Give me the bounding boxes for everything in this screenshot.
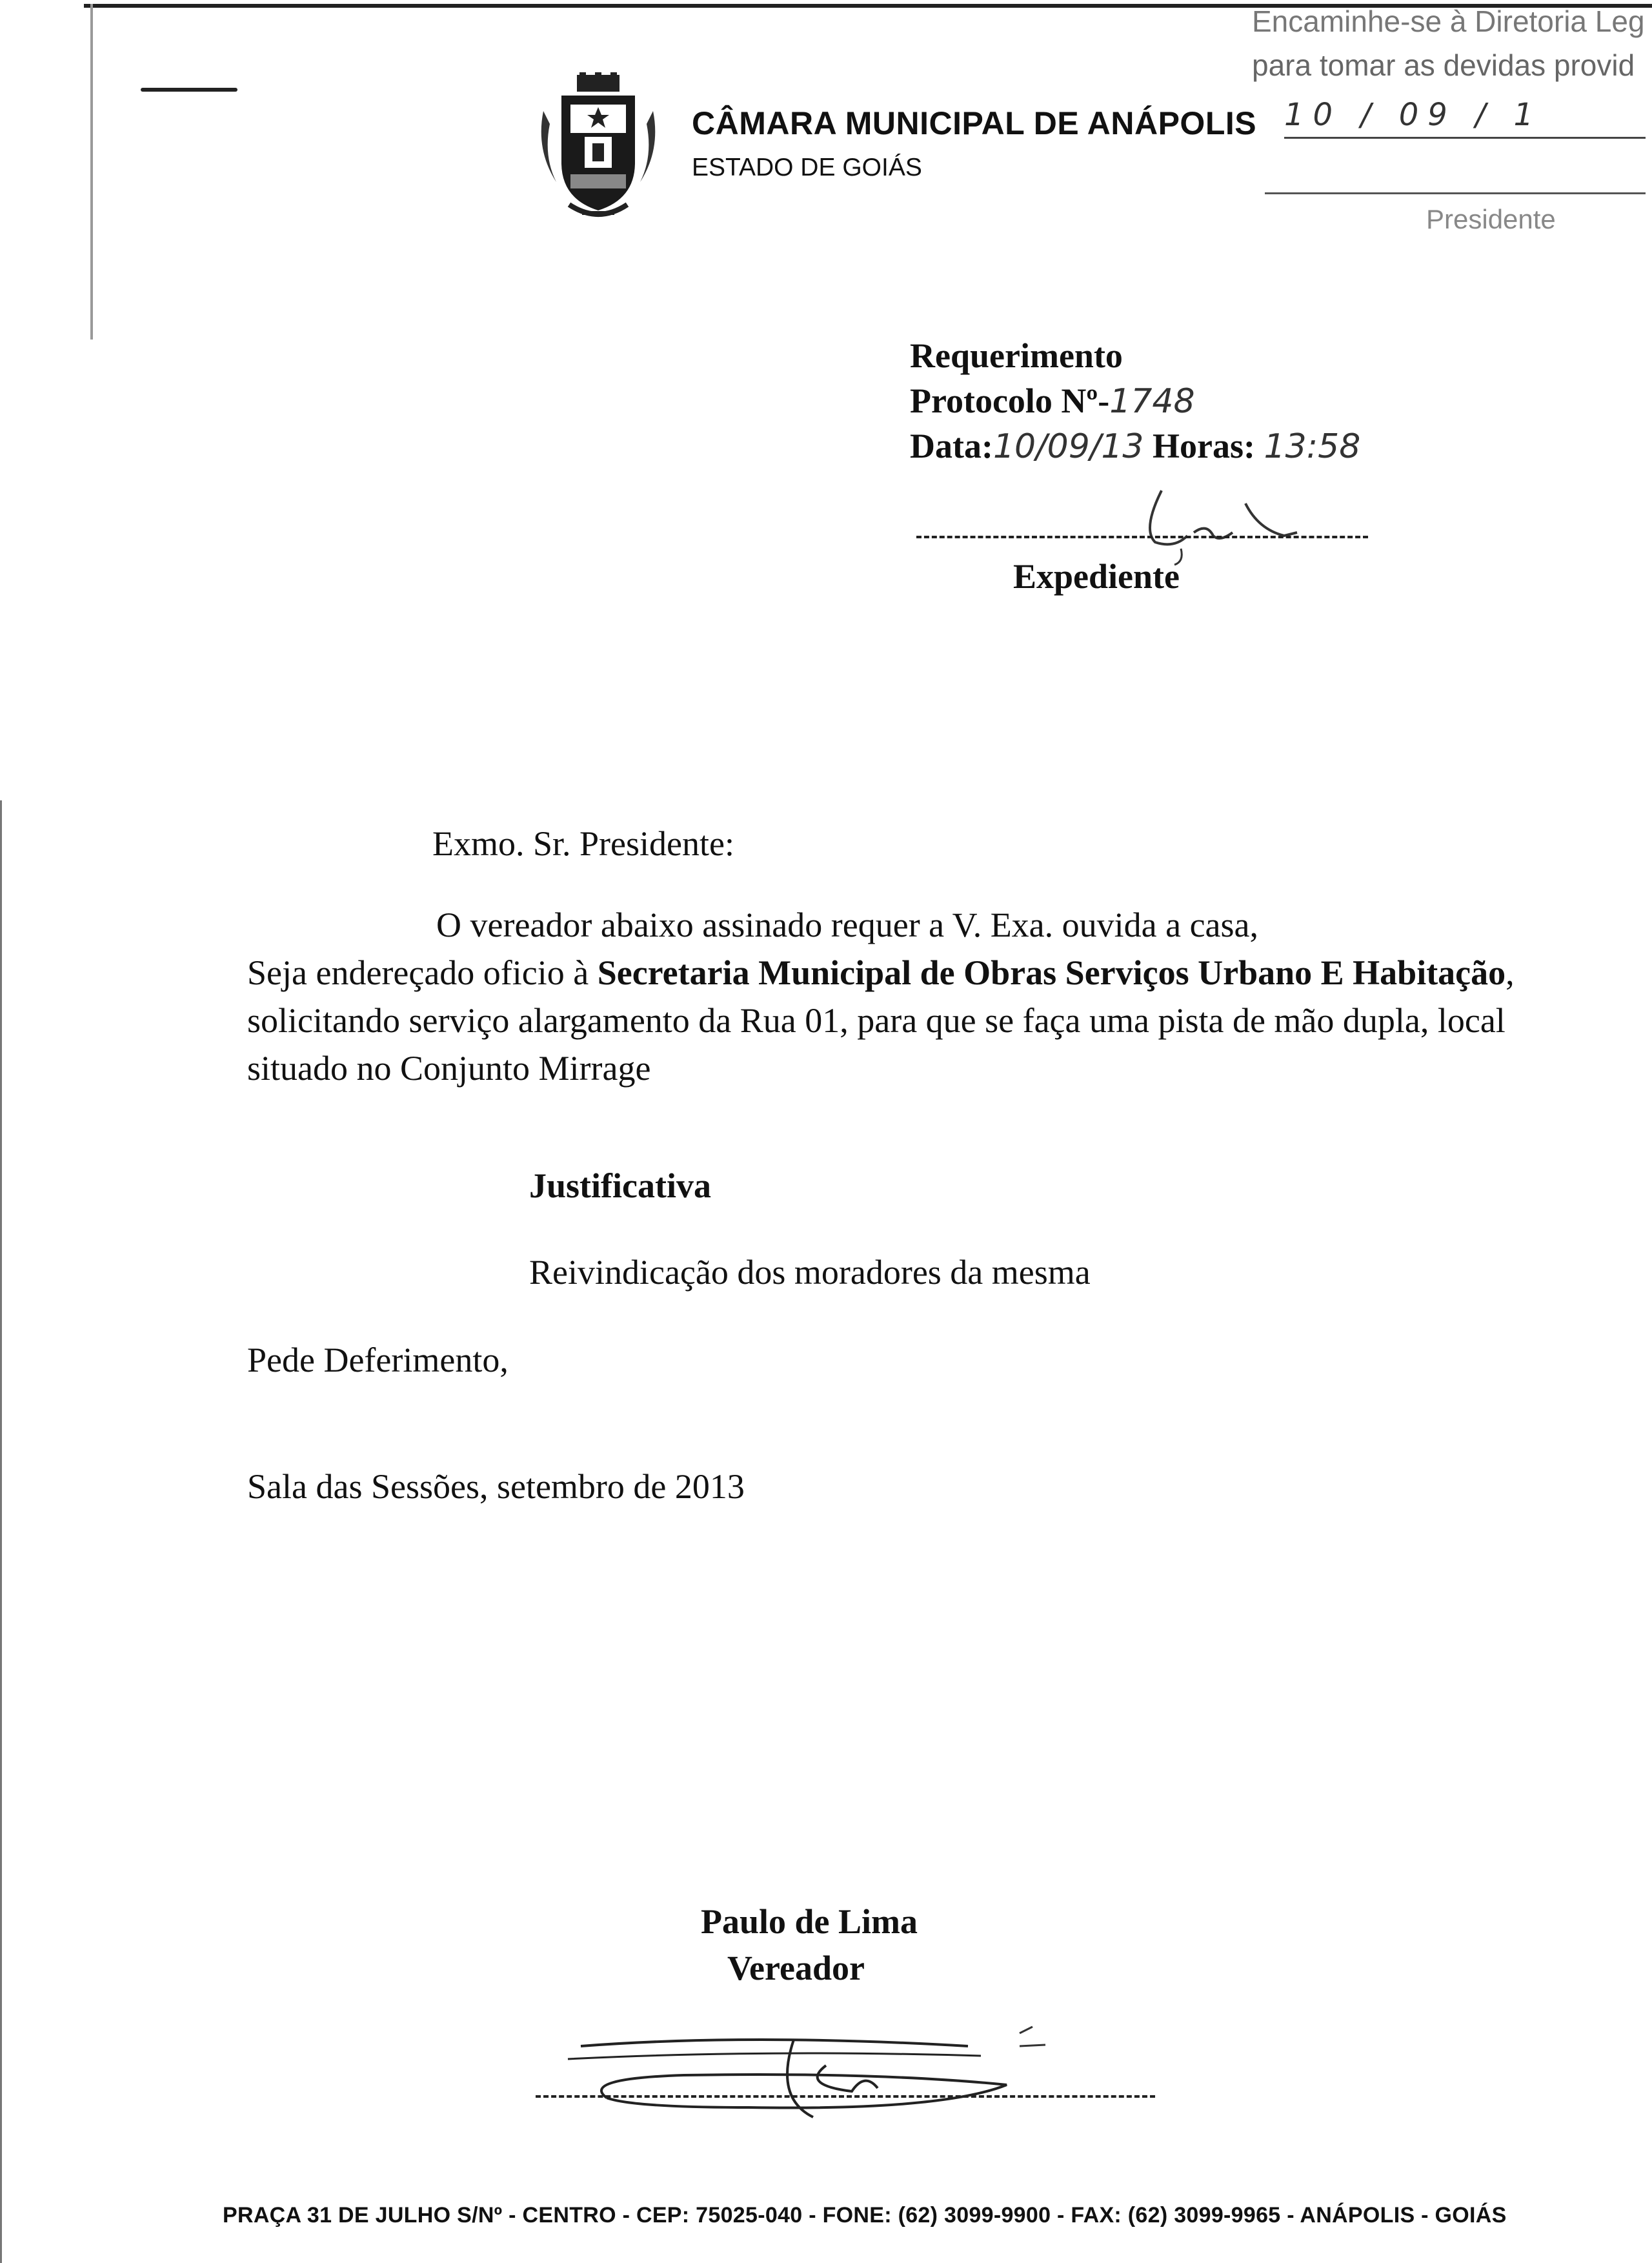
- councilor-signature: [555, 2020, 1071, 2124]
- protocol-hours-label: Horas:: [1153, 427, 1255, 465]
- protocol-date-value: 10/09/13: [992, 427, 1144, 466]
- stamp-forward-line1: Encaminhe-se à Diretoria Leg: [1252, 5, 1645, 38]
- request-recipient: Secretaria Municipal de Obras Serviços Urbano E Habitação: [597, 953, 1506, 992]
- justification-text: Reivindicação dos moradores da mesma: [529, 1253, 1091, 1292]
- scan-edge-left: [90, 4, 93, 340]
- scan-edge-left-lower: [0, 800, 2, 2263]
- salutation: Exmo. Sr. Presidente:: [432, 824, 734, 863]
- coat-of-arms-icon: [530, 72, 666, 221]
- protocol-number-label: Protocolo Nº-: [910, 381, 1110, 420]
- closing: Pede Deferimento,: [247, 1341, 509, 1379]
- place-date: Sala das Sessões, setembro de 2013: [247, 1467, 745, 1506]
- signer-name: Paulo de Lima: [701, 1902, 918, 1941]
- scan-mark: [141, 88, 237, 92]
- protocol-title: Requerimento: [910, 336, 1123, 375]
- protocol-number-value: 1748: [1109, 382, 1195, 421]
- org-state: ESTADO DE GOIÁS: [692, 154, 922, 181]
- protocol-signature: [1136, 478, 1329, 568]
- protocol-number: [910, 381, 1195, 421]
- protocol-date-label: Data:: [910, 427, 993, 465]
- request-intro: O vereador abaixo assinado requer a V. Exa. ouvida a casa,: [436, 906, 1259, 944]
- justification-title: Justificativa: [529, 1166, 711, 1205]
- stamp-date-underline: [1284, 137, 1646, 139]
- protocol-hours-value: 13:58: [1264, 427, 1361, 466]
- request-lead: Seja endereçado oficio à: [247, 953, 598, 992]
- footer-address: PRAÇA 31 DE JULHO S/Nº - CENTRO - CEP: 75025-040 - FONE: (62) 3099-9900 - FAX: (62) 3099-9965 - ANÁPOLIS - GOIÁS: [223, 2203, 1507, 2227]
- protocol-footer: Expediente: [1013, 557, 1180, 596]
- stamp-forward-date: 10 / 09 / 1: [1284, 97, 1543, 133]
- stamp-forward-line2: para tomar as devidas provid: [1252, 48, 1635, 82]
- signer-role: Vereador: [727, 1949, 865, 1987]
- protocol-date-row: [910, 426, 1360, 466]
- stamp-signature-line: [1265, 192, 1646, 194]
- org-name: CÂMARA MUNICIPAL DE ANÁPOLIS: [692, 105, 1257, 141]
- protocol-signature-line: [916, 536, 1368, 538]
- signature-line: [536, 2095, 1155, 2098]
- request-details: , solicitando serviço alargamento da Rua 01, para que se faça uma pista de mão dupla, local situado no Conjunto Mirrage: [247, 953, 1515, 1088]
- stamp-role: Presidente: [1426, 204, 1556, 234]
- request-body: [247, 949, 1551, 1092]
- request-paragraph: [247, 901, 1551, 1092]
